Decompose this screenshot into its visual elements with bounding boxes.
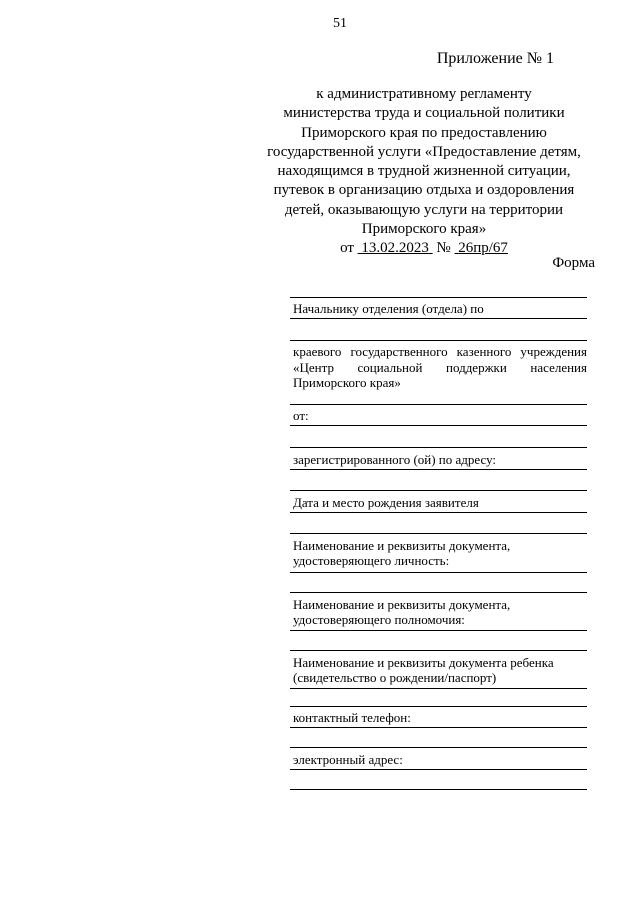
field-identity-document-line-1: Наименование и реквизиты документа, (293, 538, 511, 553)
rule-line (290, 592, 587, 593)
appendix-title: Приложение № 1 (436, 50, 554, 67)
rule-line (290, 297, 587, 298)
rule-line (290, 727, 587, 728)
field-child-document-line-2: (свидетельство о рождении/паспорт) (293, 670, 497, 685)
rule-line (290, 789, 587, 790)
order-number: 26пр/67 (458, 240, 508, 257)
order-prefix: от (340, 240, 354, 257)
rule-line (290, 747, 587, 748)
rule-line (290, 650, 587, 651)
approval-line: путевок в организацию отдыха и оздоровления (273, 182, 575, 199)
rule-line (290, 630, 587, 631)
rule-line (290, 706, 587, 707)
approval-block (240, 85, 608, 259)
rule-line (290, 404, 587, 405)
field-from: от: (293, 408, 309, 423)
form-label: Форма (552, 255, 595, 271)
rule-line (290, 425, 587, 426)
approval-line: государственной услуги «Предоставление детям, (267, 143, 581, 160)
rule-line (290, 469, 587, 470)
rule-line (290, 447, 587, 448)
field-authority-document-line-1: Наименование и реквизиты документа, (293, 597, 511, 612)
field-email: электронный адрес: (293, 752, 403, 767)
field-registered-address: зарегистрированного (ой) по адресу: (293, 452, 497, 467)
rule-line (290, 340, 587, 341)
approval-line: министерства труда и социальной политики (283, 105, 565, 122)
approval-line: детей, оказывающую услуги на территории (284, 201, 564, 218)
approval-line: Приморского края» (361, 221, 487, 238)
approval-line: Приморского края по предоставлению (301, 124, 547, 141)
rule-line (290, 512, 587, 513)
rule-line (290, 490, 587, 491)
field-identity-document-line-2: удостоверяющего личность: (293, 553, 450, 568)
field-head-of-department: Начальнику отделения (отдела) по (293, 301, 484, 316)
approval-line: находящимся в трудной жизненной ситуации, (277, 163, 571, 180)
field-birth-date-place: Дата и место рождения заявителя (293, 495, 479, 510)
rule-line (290, 769, 587, 770)
field-authority-document-line-2: удостоверяющего полномочия: (293, 612, 465, 627)
field-child-document-line-1: Наименование и реквизиты документа ребенка (293, 655, 554, 670)
rule-line (290, 318, 587, 319)
page-number: 51 (333, 16, 347, 31)
rule-line (290, 688, 587, 689)
approval-line: к административному регламенту (316, 86, 532, 102)
rule-line (290, 572, 587, 573)
order-number-sign: № (436, 240, 451, 257)
rule-line (290, 533, 587, 534)
order-date: 13.02.2023 (361, 240, 429, 257)
field-institution: краевого государственного казенного учреждения «Центр социальной поддержки населения Приморского края» (293, 344, 587, 390)
field-contact-phone: контактный телефон: (293, 710, 411, 725)
